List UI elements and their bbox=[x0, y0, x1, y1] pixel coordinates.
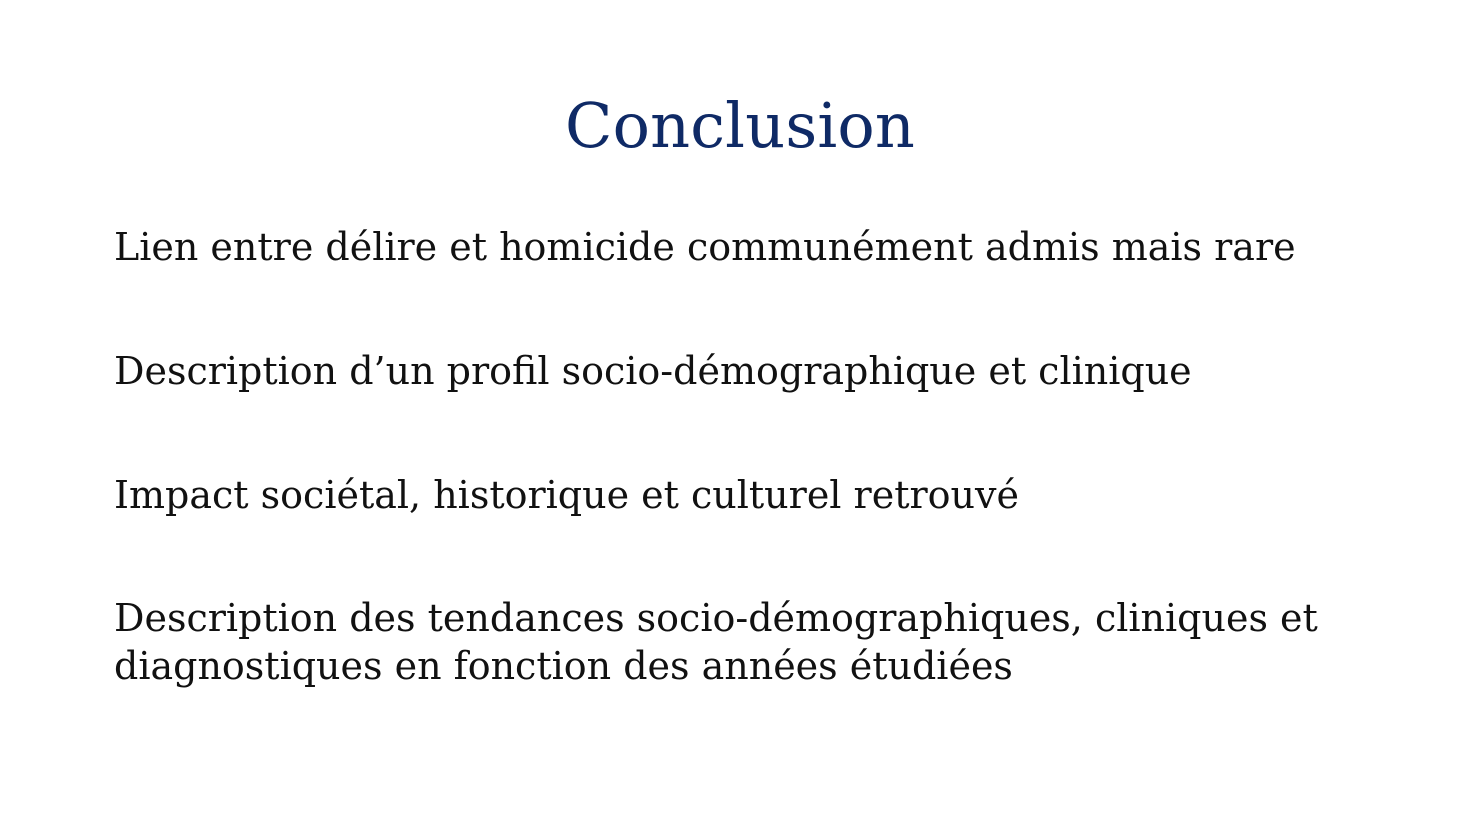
bullet-item: Description d’un profil socio-démographique et clinique bbox=[114, 349, 1192, 393]
bullet-item: Impact sociétal, historique et culturel retrouvé bbox=[114, 473, 1019, 517]
slide-title: Conclusion bbox=[564, 89, 916, 162]
bullet-item: Description des tendances socio-démographiques, cliniques et diagnostiques en fonction des années étudiées bbox=[114, 596, 1318, 688]
bullet-item: Lien entre délire et homicide communément admis mais rare bbox=[114, 225, 1296, 269]
